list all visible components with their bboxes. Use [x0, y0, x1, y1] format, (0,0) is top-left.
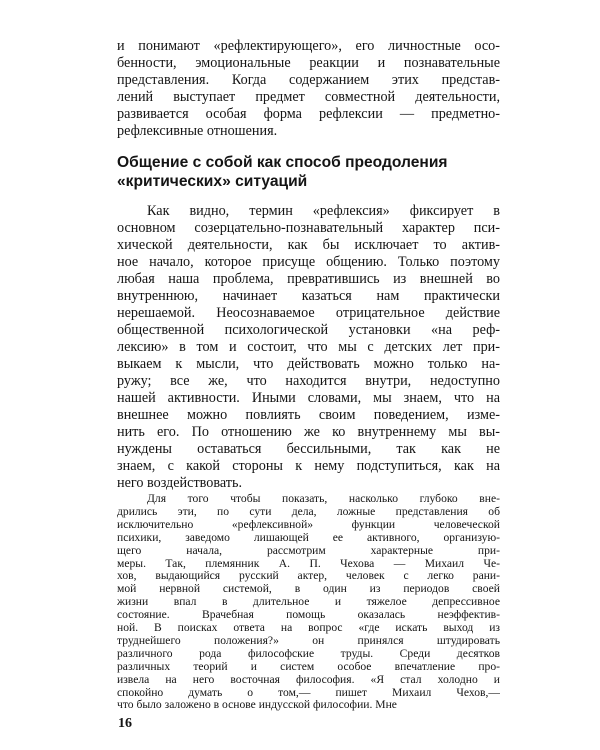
- text-line: знаем, с какой стороны к нему подступиться, как на: [117, 458, 500, 474]
- text-line: ной. В поисках ответа на вопрос «где искать выход из: [117, 621, 500, 634]
- text-line: и понимают «рефлектирующего», его личностные осо-: [117, 38, 500, 54]
- text-line: нашей активности. Иными словами, мы знаем, что на: [117, 390, 500, 406]
- text-line: него воздействовать.: [117, 475, 242, 491]
- text-line: общественной психологической установки «на реф-: [117, 322, 500, 338]
- text-line: мой нервной системой, в один из периодов своей: [117, 582, 500, 596]
- text-line: нерешаемой. Неосознаваемое отрицательное действие: [117, 305, 500, 321]
- text-line: жизни впал в длительное и тяжелое депрессивное: [117, 595, 500, 609]
- text-line: различных теорий и систем особое впечатление про-: [117, 659, 500, 673]
- text-line: Как видно, термин «рефлексия» фиксирует в: [147, 203, 500, 219]
- text-line: любая наша проблема, превратившись из внешней во: [117, 271, 500, 287]
- text-line: спокойно думать о том,— пишет Михаил Чехов,—: [117, 685, 500, 699]
- text-line: бенности, эмоциональные реакции и познавательные: [117, 55, 500, 71]
- text-line: развивается особая форма рефлексии — предметно-: [117, 106, 500, 122]
- text-line: нуждены оставаться бессильными, так как не: [117, 441, 500, 457]
- text-line: меры. Так, племянник А. П. Чехова — Михаил Че-: [117, 556, 500, 570]
- text-line: нить его. По отношению же ко внутреннему мы вы-: [117, 424, 500, 440]
- text-line: представления. Когда содержанием этих представ-: [117, 72, 500, 88]
- text-line: психики, заведомо лишающей ее активного, организую-: [117, 530, 500, 544]
- text-line: различного рода философские труды. Среди десятков: [117, 646, 500, 660]
- text-line: состояние. Врачебная помощь оказалась неэффектив-: [117, 608, 500, 622]
- text-line: ное начало, которое присуще общению. Только поэтому: [117, 254, 500, 270]
- text-line: хов, выдающийся русский актер, человек с легко рани-: [117, 569, 500, 583]
- text-line: внутреннюю, начинает казаться нам практически: [117, 288, 500, 304]
- text-line: рефлексивные отношения.: [117, 123, 278, 139]
- text-line: лексию» в том и состоит, что мы с детских лет при-: [117, 339, 500, 355]
- text-line: выкаем к мысли, что действовать можно только на-: [117, 356, 500, 372]
- text-line: исключительно «рефлексивной» функции человеческой: [117, 517, 500, 531]
- text-line: ружу; все же, что находится внутри, недоступно: [117, 373, 500, 389]
- text-line: щего начала, рассмотрим характерные при-: [117, 543, 500, 557]
- text-line: Для того чтобы показать, насколько глубоко вне-: [147, 492, 500, 505]
- text-line: извела на него восточная философия. «Я стал холодно и: [117, 672, 500, 686]
- page-number: 16: [118, 716, 132, 732]
- heading-line: Общение с собой как способ преодоления: [117, 154, 448, 171]
- heading-line: «критических» ситуаций: [117, 173, 308, 190]
- text-line: внешнее можно повлиять своим поведением, изме-: [117, 407, 500, 423]
- text-line: хической деятельности, как бы исключает то актив-: [117, 237, 500, 253]
- text-line: лений выступает предмет совместной деятельности,: [117, 89, 500, 105]
- text-line: что было заложено в основе индусской философии. Мне: [117, 698, 397, 712]
- text-line: дрились эти, по сути дела, ложные представления об: [117, 504, 500, 518]
- text-line: труднейшего положения?» он принялся штудировать: [117, 633, 500, 647]
- text-line: основном созерцательно-познавательный характер пси-: [117, 220, 500, 236]
